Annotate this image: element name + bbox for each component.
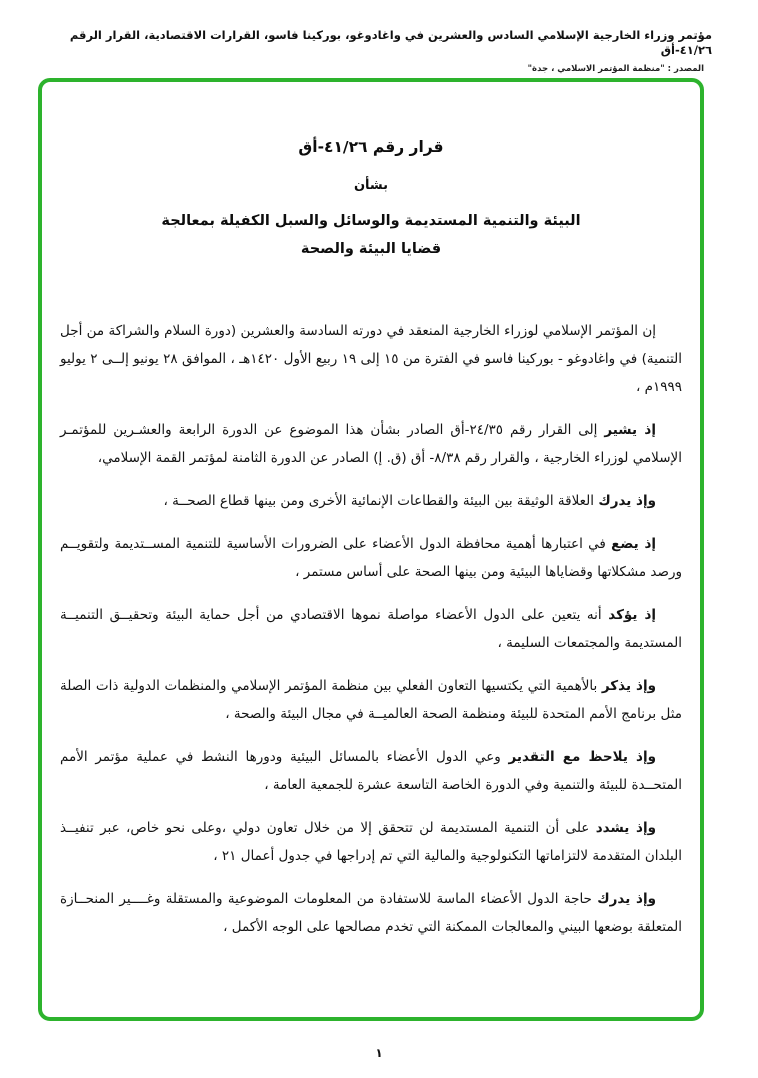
- resolution-subtitle: بشأن: [353, 178, 389, 193]
- paragraph-preamble: [60, 317, 682, 401]
- page-number: ١: [375, 1046, 383, 1060]
- paragraph-text: إلى القرار رقم ٢٤/٣٥-أق الصادر بشأن هذا الموضوع عن الدورة الرابعة والعشـرين للمؤتمـر الإسلامي لوزراء الخارجية ، والقرار رقم ٨/٣٨- أق (ق. إ) الصادر عن الدورة الثامنة لمؤتمر القمة الإسلامي،: [60, 422, 682, 466]
- paragraph-lead: إذ يشير: [604, 422, 656, 438]
- header-citation-line: مؤتمر وزراء الخارجية الإسلامي السادس والعشرين في واغادوغو، بوركينا فاسو، القرارات الاقتصادية، القرار الرقم ٤١/٢٦-أق: [69, 28, 712, 57]
- paragraph-recalling: [60, 416, 682, 472]
- paragraph-aware: [60, 487, 682, 515]
- paragraph-lead: وإذ يدرك: [597, 891, 656, 907]
- paragraph-lead: وإذ يشدد: [595, 820, 656, 836]
- paragraph-text: العلاقة الوثيقة بين البيئة والقطاعات الإنمائية الأخرى ومن بينها قطاع الصحــة ،: [163, 493, 595, 509]
- resolution-number-title: قرار رقم ٤١/٢٦-أق: [298, 138, 444, 156]
- paragraph-text: وعي الدول الأعضاء بالمسائل البيئية ودورها النشط في عملية مؤتمر الأمم المتحــدة للبيئة والتنمية وفي الدورة الخاصة التاسعة عشرة للجمعية العامة ،: [60, 749, 682, 793]
- paragraph-noting: [60, 743, 682, 799]
- paragraph-lead: وإذ يدرك: [598, 493, 656, 509]
- resolution-body: [60, 317, 682, 941]
- paragraph-text: إن المؤتمر الإسلامي لوزراء الخارجية المنعقد في دورته السادسة والعشرين (دورة السلام والشراكة من أجل التنمية) في واغادوغو - بوركينا فاسو في الفترة من ١٥ إلى ١٩ ربيع الأول ١٤٢٠هـ ، الموافق ٢٨ يونيو إلــى ٢ يوليو ١٩٩٩م ،: [60, 323, 683, 395]
- paragraph-lead: إذ يؤكد: [608, 607, 657, 623]
- paragraph-considering: [60, 530, 682, 586]
- paragraph-lead: إذ يضع: [611, 536, 657, 552]
- paragraph-text: في اعتبارها أهمية محافظة الدول الأعضاء على الضرورات الأساسية للتنمية المســتديمة ولتقويــم ورصد مشكلاتها وقضاياها البيئية ومن بينها الصحة على أساس مستمر ،: [60, 536, 682, 580]
- paragraph-reminding: [60, 672, 682, 728]
- paragraph-lead: وإذ يلاحظ مع التقدير: [508, 749, 656, 765]
- paragraph-recognizing: [60, 885, 682, 941]
- green-border-frame: [38, 78, 704, 1021]
- paragraph-text: أنه يتعين على الدول الأعضاء مواصلة نموها الاقتصادي من أجل حماية البيئة وتحقيــق التنميــة المستديمة والمجتمعات السليمة ،: [60, 607, 682, 651]
- paragraph-text: بالأهمية التي يكتسيها التعاون الفعلي بين منظمة المؤتمر الإسلامي والمنظمات الدولية ذات الصلة مثل برنامج الأمم المتحدة للبيئة ومنظمة الصحة العالميــة في مجال البيئة والصحة ،: [60, 678, 682, 722]
- paragraph-lead: وإذ يذكر: [601, 678, 657, 694]
- paragraph-affirming: [60, 601, 682, 657]
- title-block: [60, 138, 682, 257]
- paragraph-stressing: [60, 814, 682, 870]
- resolution-subject-line2: قضايا البيئة والصحة: [300, 241, 442, 257]
- paragraph-text: حاجة الدول الأعضاء الماسة للاستفادة من المعلومات الموضوعية والمستقلة وغــــير المنحــازة المتعلقة بوضعها البيني والمعالجات الممكنة التي تخدم مصالحها على الوجه الأكمل ،: [60, 891, 682, 935]
- document-header: [40, 28, 712, 74]
- resolution-subject-line1: البيئة والتنمية المستديمة والوسائل والسبل الكفيلة بمعالجة: [161, 213, 581, 229]
- paragraph-text: على أن التنمية المستديمة لن تتحقق إلا من خلال تعاون دولي ،وعلى نحو خاص، عبر تنفيــذ البلدان المتقدمة لالتزاماتها التكنولوجية والمالية التي تم إدراجها في جدول أعمال ٢١ ،: [60, 820, 682, 864]
- header-source-line: المصدر : "منظمة المؤتمر الاسلامي ، جدة": [527, 63, 704, 74]
